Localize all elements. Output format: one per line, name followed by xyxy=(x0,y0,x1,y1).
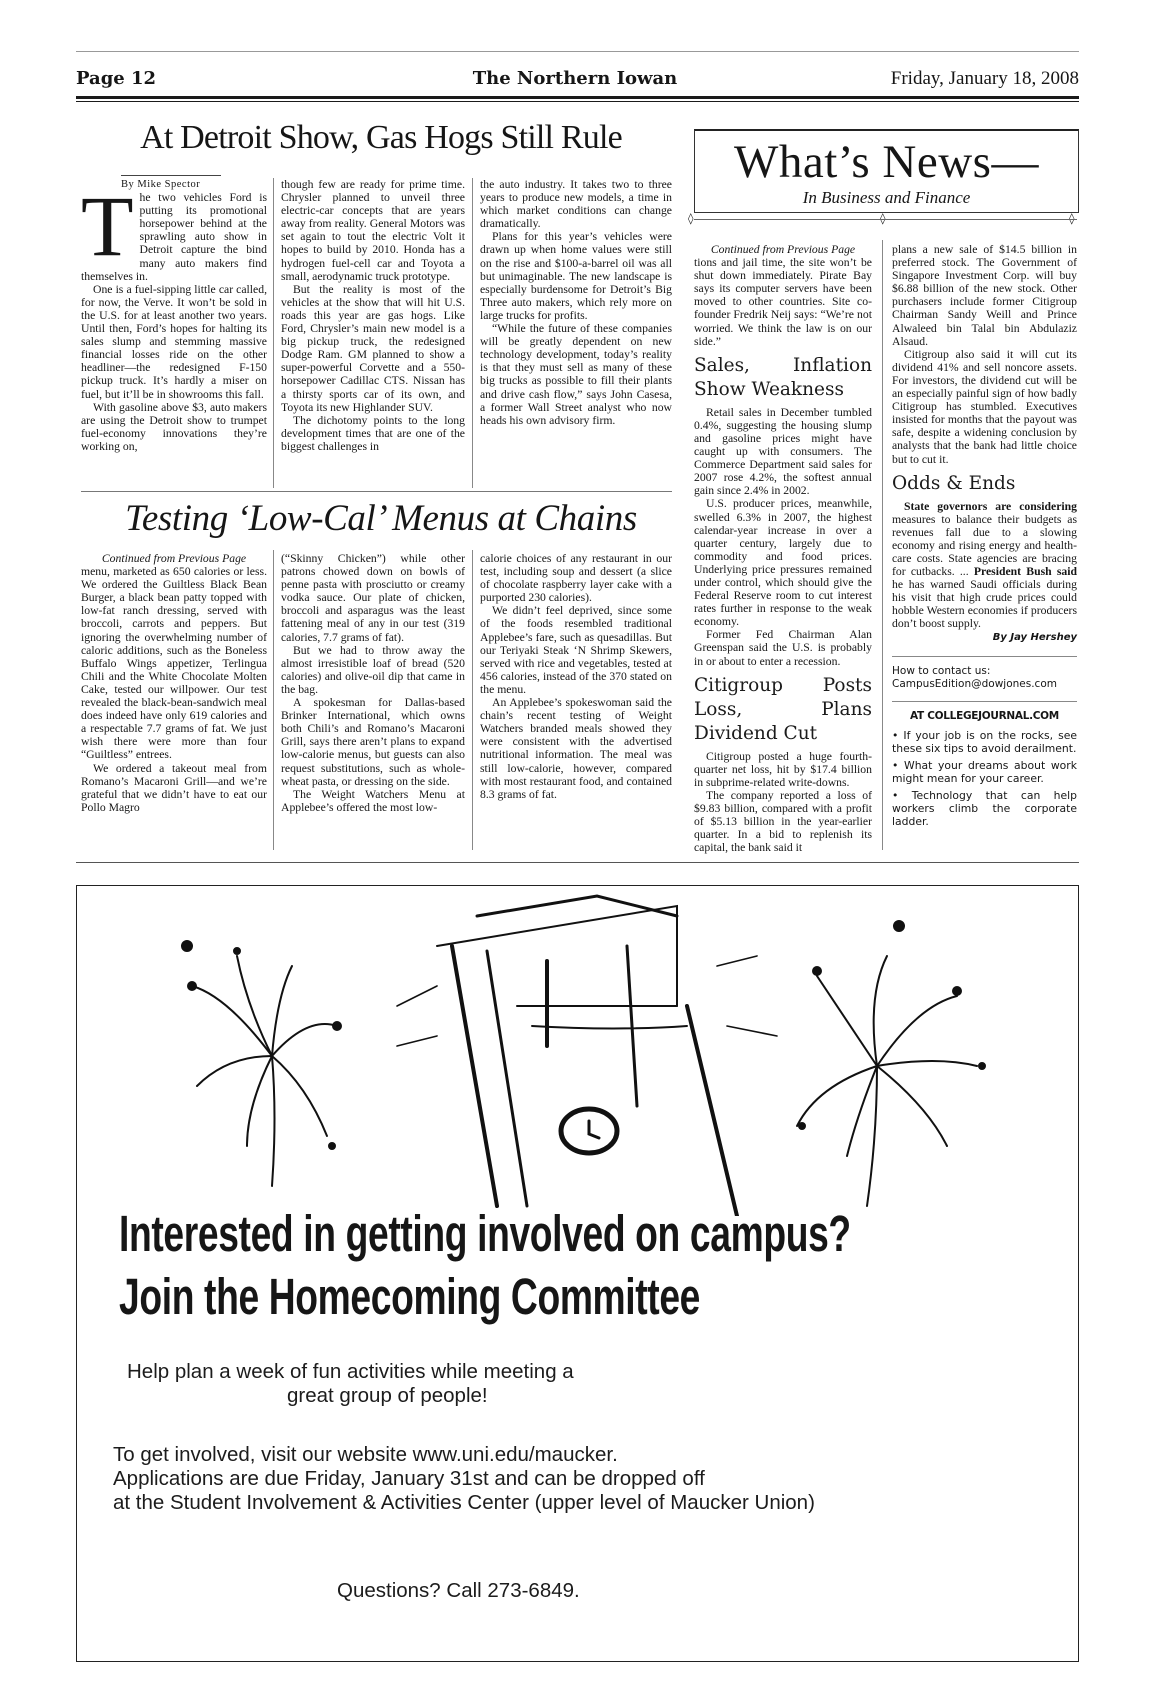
whats-news-box xyxy=(694,129,1079,213)
fireworks-clock-illustration xyxy=(77,886,1078,1216)
bullet-item: • If your job is on the rocks, see these six tips to avoid derailment. xyxy=(892,728,1077,755)
section-head-odds: Odds & Ends xyxy=(892,472,1016,494)
detroit-col-2 xyxy=(281,178,465,453)
paragraph: An Applebee’s spokeswoman said the chain’s recent testing of Weight Watchers branded meals showed they were consistent with the advertised nutritional information. The meal was still low-calorie, however, compared with most restaurant food, and contained 8.3 grams of fat. xyxy=(480,696,672,801)
firework-right xyxy=(797,921,985,1206)
detroit-col-3 xyxy=(480,178,672,427)
diamond-icon: ◊ xyxy=(688,212,694,225)
paragraph: plans a new sale of $14.5 billion in preferred stock. The Government of Singapore Investment Corp. will buy $6.88 billion of the new stock. Other purchasers include former Citigroup Chairman Sandy Weill and Prince Alwaleed bin Talal bin Abdulaziz Alsaud. xyxy=(892,243,1077,348)
bullet-item: • Technology that can help workers climb the corporate ladder. xyxy=(892,788,1077,828)
detroit-dropcap: T xyxy=(81,178,134,275)
detroit-byline: By Mike Spector xyxy=(121,179,201,190)
paragraph: Former Fed Chairman Alan Greenspan said the U.S. is probably in or about to enter a recession. xyxy=(694,628,872,668)
newspaper-name: The Northern Iowan xyxy=(472,68,678,89)
ad-headline-1: Interested in getting involved on campus? xyxy=(119,1205,851,1262)
paragraph: (“Skinny Chicken”) while other patrons chowed down on bowls of penne pasta with prosciutto or creamy vodka sauce. Our plate of chicken, broccoli and asparagus was the least fattening meal of any in our test (319 calories, 7.7 grams of fat). xyxy=(281,552,465,644)
continued-note: Continued from Previous Page xyxy=(710,243,856,256)
ad-help-line-1: Help plan a week of fun activities while meeting a xyxy=(127,1360,574,1383)
bullet-item: • What your dreams about work might mean for your career. xyxy=(892,758,1077,785)
paragraph: But we had to throw away the almost irresistible loaf of bread (520 calories) and olive-oil dip that came in the bag. xyxy=(281,643,465,696)
odds-text-2: he has warned Saudi officials during his visit that high crude prices could hobble Western economies if producers don’t boost supply. xyxy=(892,578,1077,631)
paragraph: We ordered a takeout meal from Romano’s Macaroni Grill—and we’re grateful that we didn’t have to eat our Pollo Magro xyxy=(81,761,267,814)
paragraph: the auto industry. It takes two to three years to produce new models, a time in which market conditions can change dramatically. xyxy=(480,178,672,231)
paragraph: “While the future of these companies will be greatly dependent on new technology development, today’s reality is that they must sell as many of these big trucks as possible to fill their plants and drive cash flow,” says John Casesa, a former Wall Street analyst who now heads his own advisory firm. xyxy=(480,322,672,427)
lowcal-col-1 xyxy=(81,552,267,814)
paragraph: tions and jail time, the site won’t be shut down immediately. Pirate Bay says its computer servers have been moved to other countries. Site co-founder Fredrik Neij says: “We’re not worried. We think the law is on our side.” xyxy=(694,256,872,348)
paragraph: Citigroup posted a huge fourth-quarter net loss, hit by $17.4 billion in subprime-related write-downs. xyxy=(694,749,872,789)
paragraph: menu, marketed as 650 calories or less. We ordered the Guiltless Black Bean Burger, a black bean patty topped with low-fat ranch dressing, served with broccoli, carrots and peppers. But ignoring the overwhelming number of caloric additions, such as the Boneless Buffalo Wings appetizer, Terlingua Chili and the White Chocolate Molten Cake, tested our willpower. Our test revealed the black-bean-sandwich meal does indeed have only 619 calories and a respectable 7.7 grams of fat. We just wish there were more than four “Guiltless” entrees. xyxy=(81,565,267,762)
detroit-col-1 xyxy=(81,175,267,453)
paragraph: The Weight Watchers Menu at Applebee’s offered the most low- xyxy=(281,787,465,814)
ad-questions: Questions? Call 273-6849. xyxy=(337,1579,580,1602)
lowcal-headline: Testing ‘Low-Cal’ Menus at Chains xyxy=(125,498,637,539)
signature: By Jay Hershey xyxy=(992,631,1077,643)
paragraph: The dichotomy points to the long development times that are one of the biggest challenges in xyxy=(281,413,465,453)
paragraph: U.S. producer prices, meanwhile, swelled 6.3% in 2007, the highest calendar-year increase in over a quarter century, largely due to commodity and food prices. Underlying price pressures remained under control, which should give the Federal Reserve room to cut interest rates further in response to the weak economy. xyxy=(694,497,872,629)
clock-tower xyxy=(437,896,737,1216)
paragraph: But the reality is most of the vehicles at the show that will hit U.S. roads this year are gas hogs. Like Ford, Chrysler’s main new model is a big pickup truck, the redesigned Dodge Ram. GM planned to show a super-powerful Corvette and a 550-horsepower Cadillac CTS. Nissan has a thirsty sports car of its own, and Toyota its new Highlander SUV. xyxy=(281,282,465,414)
ad-help-line-2: great group of people! xyxy=(287,1384,488,1407)
paragraph: Citigroup also said it will cut its dividend 41% and sell noncore assets. For investors, the dividend cut will be an especially painful sign of how badly Citigroup has stumbled. Executives insisted for months that the payout was safe, despite a widening conclusion by analysts that the bank had little choice but to cut it. xyxy=(892,347,1077,466)
paragraph: Retail sales in December tumbled 0.4%, suggesting the housing slump and gasoline prices might have caught up with consumers. The Commerce Department said sales for 2007 rose 4.2%, the softest annual gain since 2.4% in 2002. xyxy=(694,405,872,498)
contact-label: How to contact us: xyxy=(892,664,991,677)
paragraph: With gasoline above $3, auto makers are using the Detroit show to trumpet fuel-economy innovations they’re working on, xyxy=(81,400,267,453)
collegejournal-label: AT COLLEGEJOURNAL.COM xyxy=(910,709,1059,722)
header-rule xyxy=(76,96,1079,99)
whats-news-col-2 xyxy=(892,243,1077,828)
homecoming-ad xyxy=(76,885,1079,1662)
lowcal-col-3 xyxy=(480,552,672,801)
ad-info-line-2: Applications are due Friday, January 31st and can be dropped off xyxy=(113,1467,705,1490)
ad-info-line-3: at the Student Involvement & Activities Center (upper level of Maucker Union) xyxy=(113,1491,815,1514)
whats-news-subtitle: In Business and Finance xyxy=(802,188,971,207)
paragraph: One is a fuel-sipping little car called, for now, the Verve. It won’t be sold in the U.S. for at least another two years. Until then, Ford’s hopes for halting its sales slump and stemming massive financial losses ride on the other headliner—the redesigned F-150 pickup truck. It’s hardly a miser on fuel, but it’ll be in showrooms this fall. xyxy=(81,282,267,401)
continued-note: Continued from Previous Page xyxy=(101,552,247,565)
odds-lead-2: President Bush said xyxy=(973,565,1077,579)
paragraph: calorie choices of any restaurant in our test, including soup and dessert (a slice of chocolate raspberry layer cake with a purported 230 calories). xyxy=(480,552,672,605)
ad-info-line-1: To get involved, visit our website www.uni.edu/maucker. xyxy=(113,1443,618,1466)
paragraph: We didn’t feel deprived, since some of the foods resembled traditional Applebee’s fare, such as quesadillas. But our Teriyaki Steak ‘N Shrimp Skewers, served with rice and vegetables, tested at 456 calories, instead of the 370 stated on the menu. xyxy=(480,604,672,696)
section-head-sales: Sales, Inflation Show Weakness xyxy=(694,354,872,400)
contact-email[interactable]: CampusEdition@dowjones.com xyxy=(892,677,1057,690)
paragraph: he two vehicles Ford is putting its promotional horsepower behind at the sprawling auto show in Detroit capture the bind many auto makers find themselves in. xyxy=(81,191,267,283)
issue-date: Friday, January 18, 2008 xyxy=(890,68,1079,89)
odds-text: measures to balance their budgets as revenues fall due to a slowing economy and rising energy and health-care costs. State agencies are bracing for cutbacks. ... xyxy=(892,512,1077,579)
whats-news-col-1 xyxy=(694,243,872,854)
odds-lead: State governors are considering xyxy=(904,499,1077,513)
detroit-headline: At Detroit Show, Gas Hogs Still Rule xyxy=(140,119,622,156)
lowcal-col-2 xyxy=(281,552,465,814)
paragraph: though few are ready for prime time. Chrysler planned to unveil three electric-car concepts that are years away from reality. General Motors was set again to tout the electric Volt it hopes to build by 2010. Honda has a hydrogen fuel-cell car and Toyota a small, aerodynamic truck prototype. xyxy=(281,178,465,283)
ad-headline-2: Join the Homecoming Committee xyxy=(119,1268,701,1325)
firework-left xyxy=(182,941,341,1186)
paragraph: A spokesman for Dallas-based Brinker International, which owns both Chili’s and Romano’s Macaroni Grill, says there aren’t plans to expand low-calorie menus, but guests can also request substitutions, such as whole-wheat pasta, or dressing on the side. xyxy=(281,696,465,788)
section-head-citigroup: Citigroup Posts Loss, Plans Dividend Cut xyxy=(694,674,872,744)
whats-news-title: What’s News— xyxy=(734,136,1039,188)
paragraph: The company reported a loss of $9.83 billion, compared with a profit of $5.13 billion in the year-earlier quarter. In a bid to replenish its capital, the bank said it xyxy=(694,788,872,855)
page-number: Page 12 xyxy=(76,68,157,89)
paragraph: Plans for this year’s vehicles were drawn up when home values were still on the rise and $100-a-barrel oil was all but unimaginable. The new landscape is especially burdensome for Detroit’s Big Three auto makers, which rely more on large trucks for profits. xyxy=(480,230,672,322)
